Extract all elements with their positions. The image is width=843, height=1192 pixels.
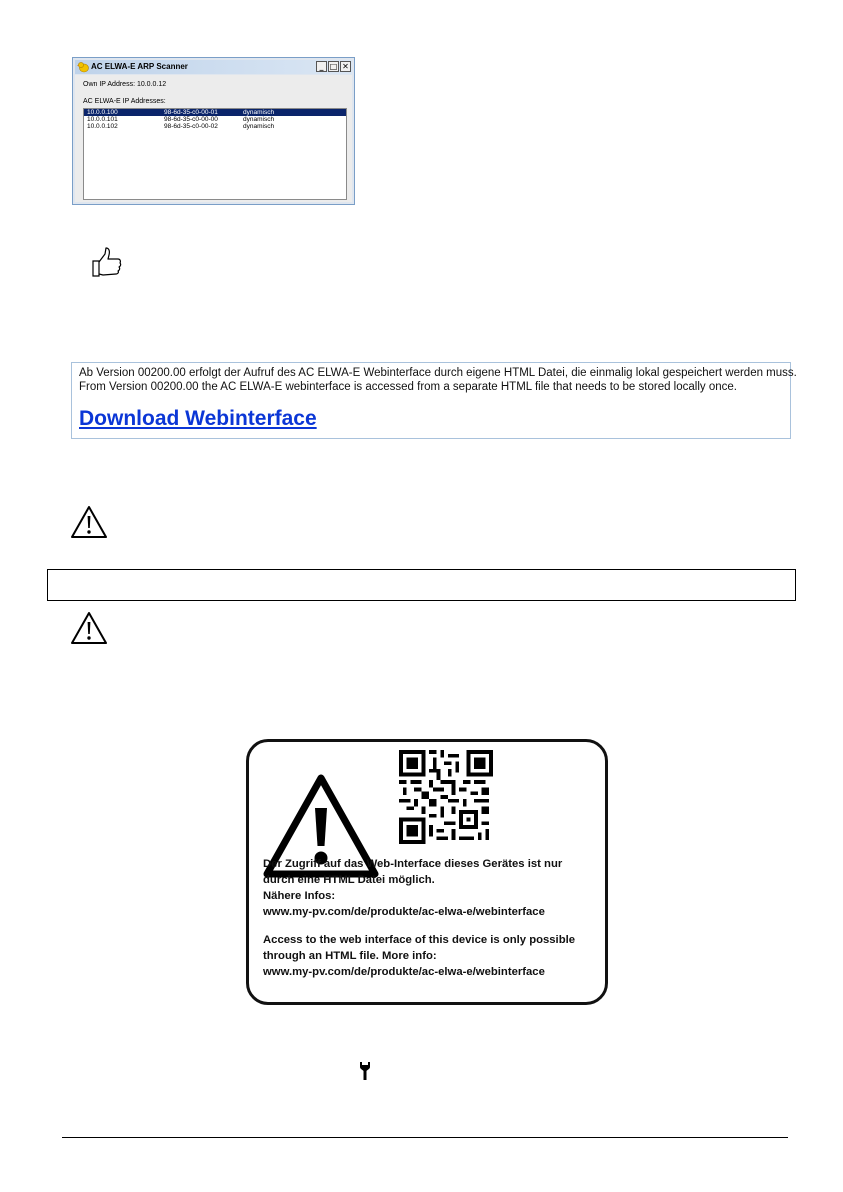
own-ip-label: Own IP Address: 10.0.0.12 xyxy=(83,81,167,88)
label-text-en-2: through an HTML file. More info: xyxy=(263,950,437,962)
warning-icon xyxy=(70,505,108,539)
row-ip: 10.0.0.100 xyxy=(87,109,118,116)
list-item[interactable] xyxy=(84,116,346,123)
notice-german: Ab Version 00200.00 erfolgt der Aufruf des AC ELWA-E Webinterface durch eigene HTML Datei, die einmalig lokal gespeichert werden muss. xyxy=(79,367,797,379)
thumbs-up-icon xyxy=(89,246,123,280)
label-url-en: www.my-pv.com/de/produkte/ac-elwa-e/webinterface xyxy=(263,966,545,978)
footer-rule xyxy=(62,1137,788,1138)
label-url-de: www.my-pv.com/de/produkte/ac-elwa-e/webinterface xyxy=(263,906,545,918)
list-item[interactable] xyxy=(84,109,346,116)
label-text-de-2: durch eine HTML Datei möglich. xyxy=(263,874,435,886)
notice-english: From Version 00200.00 the AC ELWA-E webinterface is accessed from a separate HTML file that needs to be stored locally once. xyxy=(79,381,737,393)
row-type: dynamisch xyxy=(243,109,275,116)
label-text-de-1: Der Zugriff auf das Web-Interface dieses Gerätes ist nur xyxy=(263,858,563,870)
row-mac: 98-6d-35-c0-00-02 xyxy=(164,123,218,130)
row-mac: 98-6d-35-c0-00-01 xyxy=(164,109,218,116)
app-icon xyxy=(77,61,89,73)
empty-text-box xyxy=(47,569,796,601)
row-mac: 98-6d-35-c0-00-00 xyxy=(164,116,218,123)
ip-list-label: AC ELWA-E IP Addresses: xyxy=(83,98,166,105)
label-text-en-1: Access to the web interface of this device is only possible xyxy=(263,934,576,946)
ip-address-list[interactable] xyxy=(83,108,347,200)
window-title: AC ELWA-E ARP Scanner xyxy=(91,62,188,71)
row-type: dynamisch xyxy=(243,116,275,123)
row-ip: 10.0.0.101 xyxy=(87,116,118,123)
window-body xyxy=(75,75,352,202)
row-type: dynamisch xyxy=(243,123,275,130)
wrench-icon xyxy=(358,1061,372,1081)
warning-icon xyxy=(70,611,108,645)
webinterface-notice xyxy=(71,362,797,439)
qr-code xyxy=(399,750,493,844)
maximize-button[interactable]: □ xyxy=(329,62,338,71)
close-button[interactable]: ✕ xyxy=(340,61,351,72)
device-label xyxy=(246,739,608,1005)
list-item[interactable] xyxy=(84,123,346,130)
download-webinterface-link[interactable]: Download Webinterface xyxy=(79,407,317,430)
label-text-de-3: Nähere Infos: xyxy=(263,890,336,902)
window-title-bar[interactable] xyxy=(75,60,352,74)
minimize-button[interactable]: _ xyxy=(316,61,327,72)
arp-scanner-window xyxy=(72,57,355,205)
row-ip: 10.0.0.102 xyxy=(87,123,118,130)
